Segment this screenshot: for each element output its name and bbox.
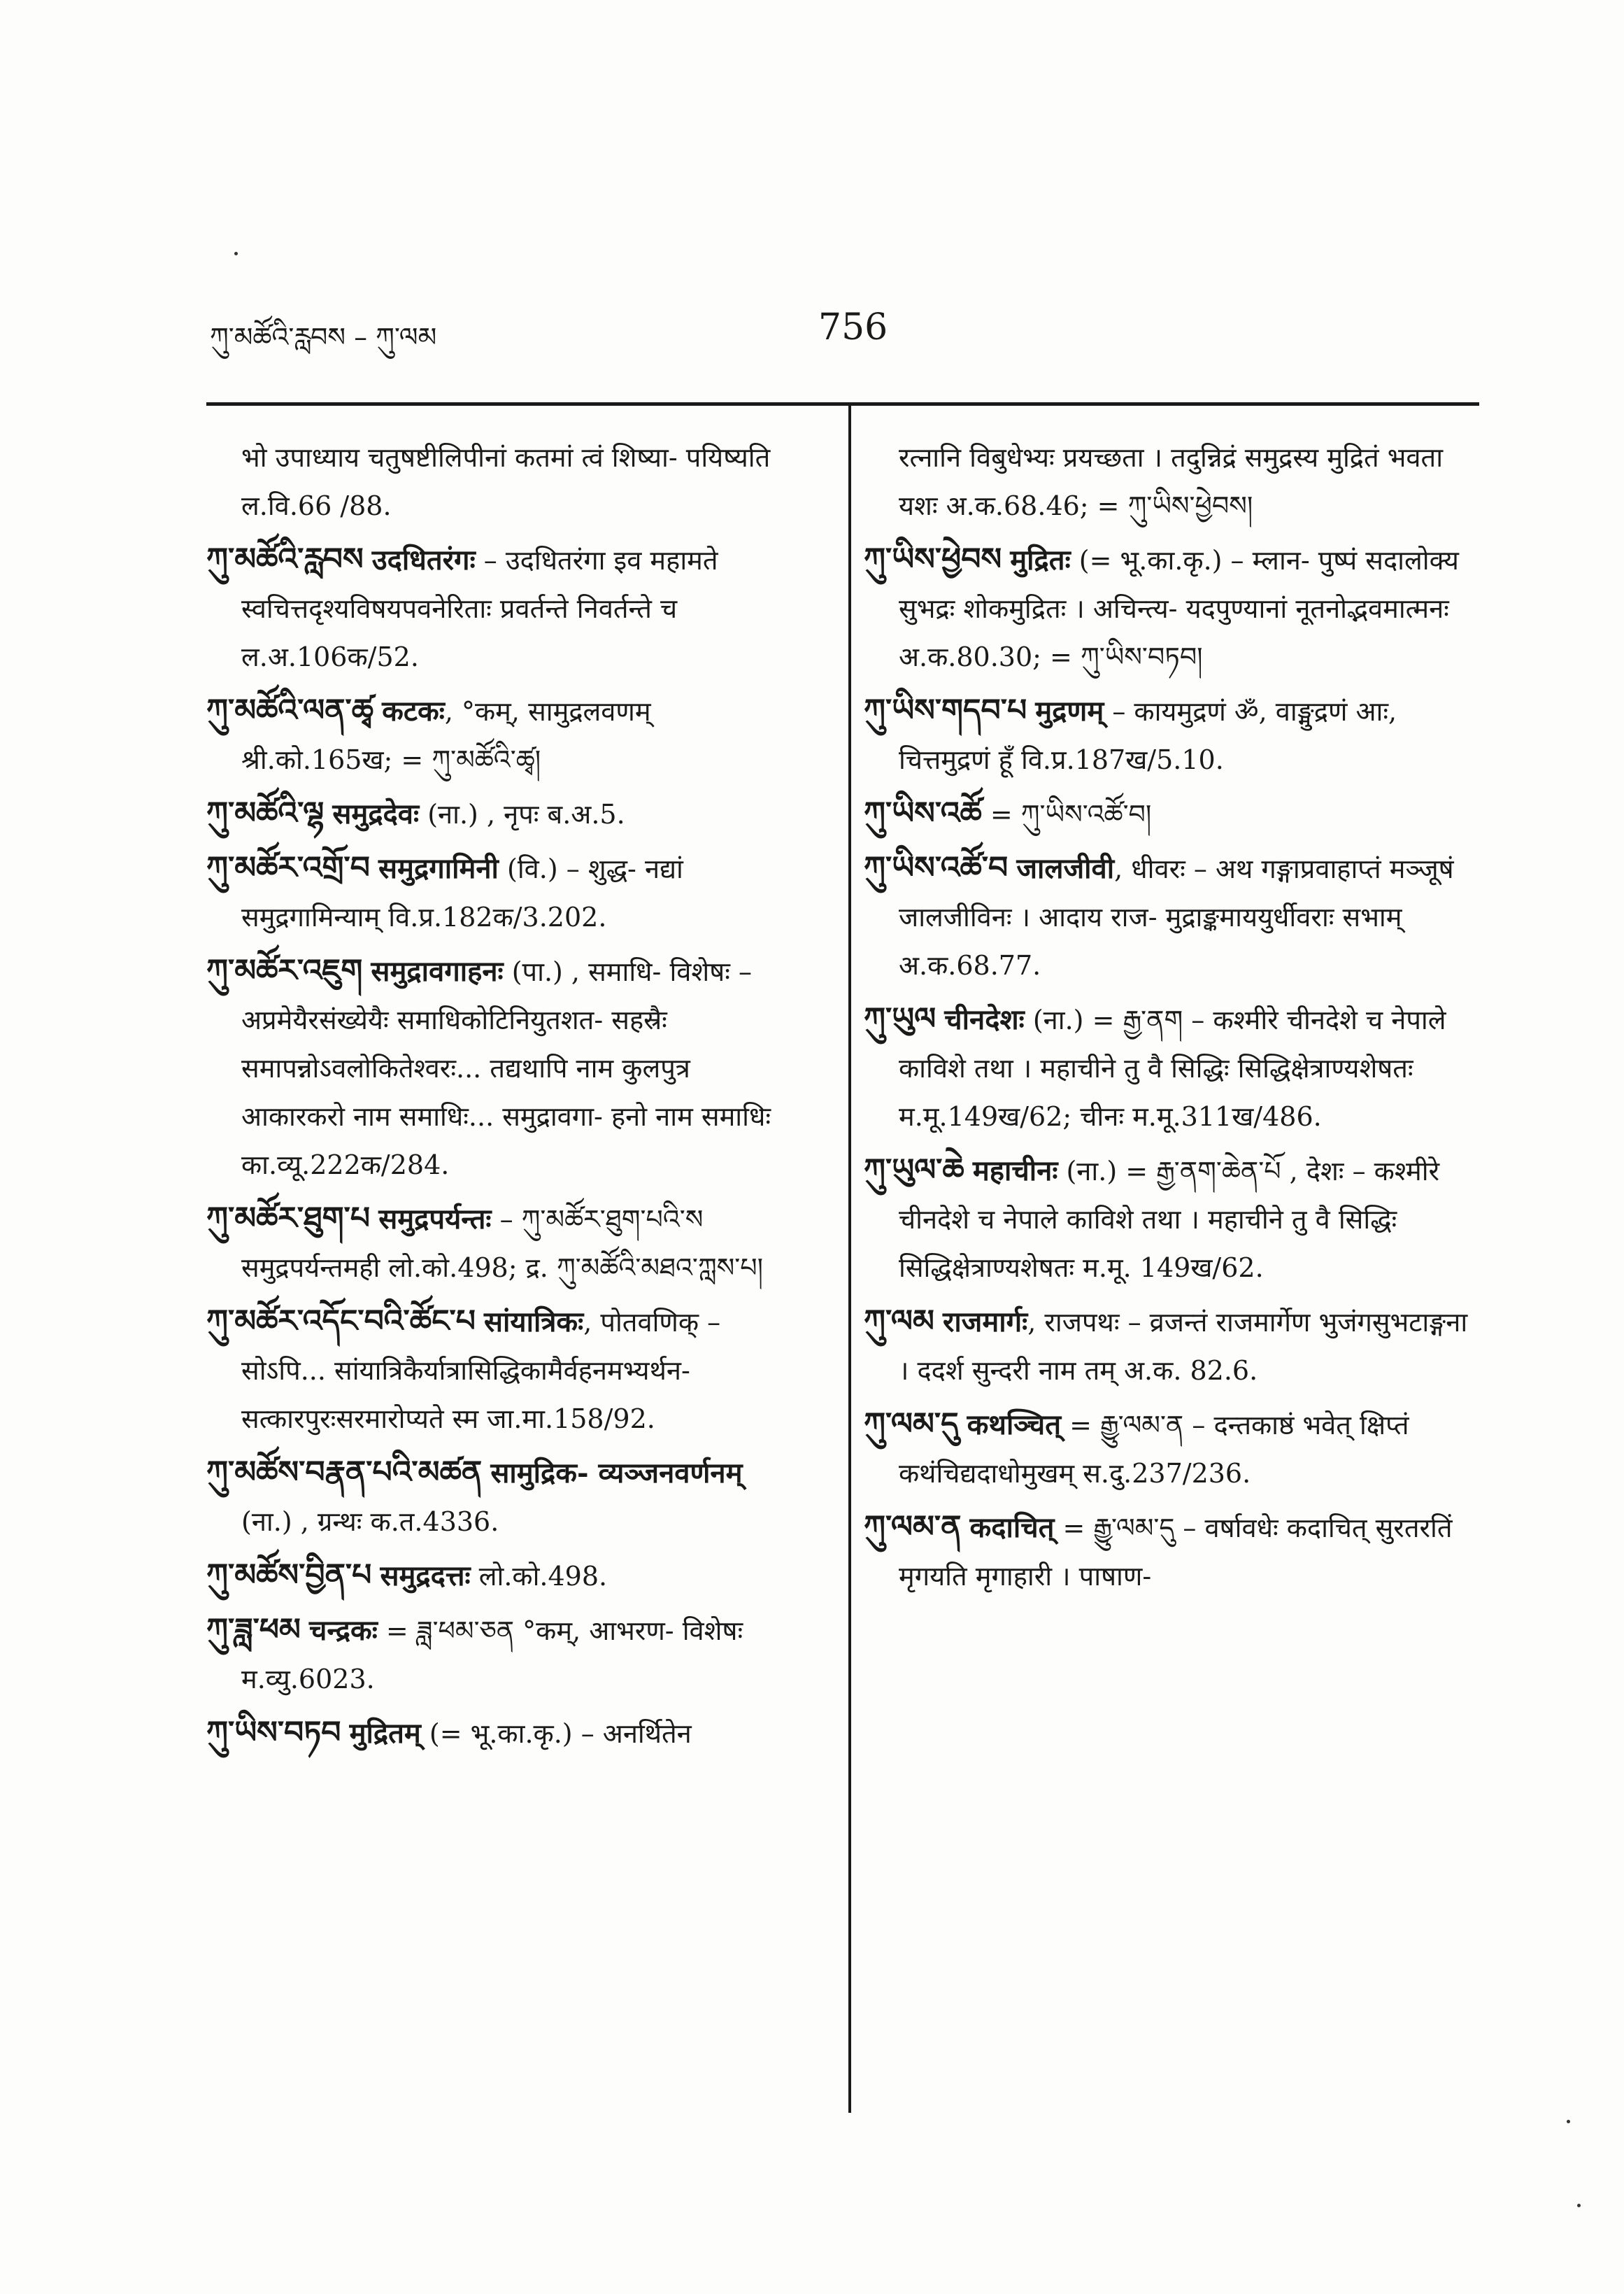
scan-speck xyxy=(1577,2204,1581,2207)
tibetan-headword: ཀུ་ཡུལ xyxy=(864,1001,936,1037)
entry-text: – उदधितरंगा इव महामते स्वचित्तदृश्यविषयपवनेरिताः प्रवर्तन्ते निवर्तन्ते च ल.अ.106क/52. xyxy=(241,545,718,672)
dictionary-entry xyxy=(206,947,801,1189)
dictionary-entry xyxy=(206,1194,801,1292)
tibetan-headword: ཀུ་ཡུལ་ཆེ xyxy=(864,1152,964,1188)
sanskrit-equivalent: समुद्रपर्यन्तः xyxy=(378,1203,492,1235)
dictionary-entry xyxy=(864,686,1472,784)
entry-text: (वि.) – शुद्ध- नद्यां समुद्रगामिन्याम् वि.प्र.182क/3.202. xyxy=(241,854,683,933)
entry-continuation xyxy=(864,434,1472,530)
sanskrit-equivalent: समुद्रदेवः xyxy=(332,798,420,830)
sanskrit-equivalent: कदाचित् xyxy=(969,1511,1055,1544)
dictionary-entry xyxy=(206,789,801,839)
entry-text: = རྒྱུ་ལམ་ན – दन्तकाष्ठं भवेत् क्षिप्तं कथंचिद्यदाधोमुखम् स.दु.237/236. xyxy=(899,1410,1409,1489)
dictionary-entry xyxy=(864,1400,1472,1498)
tibetan-headword: ཀུ་ལམ་ན xyxy=(864,1509,962,1545)
dictionary-entry xyxy=(206,1708,801,1758)
dictionary-entry xyxy=(206,535,801,681)
dictionary-entry xyxy=(206,1448,801,1546)
dictionary-entry xyxy=(864,1297,1472,1395)
dictionary-entry xyxy=(206,1606,801,1704)
entry-text: – कायमुद्रणं ॐ, वाङ्मुद्रणं आः, चित्तमुद्रणं हूँ वि.प्र.187ख/5.10. xyxy=(899,696,1397,775)
dictionary-entry xyxy=(206,1551,801,1601)
tibetan-headword: ཀུ་ཡིས་བཏབ xyxy=(206,1715,341,1750)
entry-text: रत्नानि विबुधेभ्यः प्रयच्छता । तदुन्निद्रं समुद्रस्य मुद्रितं भवता यशः अ.क.68.46; = ཀུ་ཡིས་ཕྱེབས། xyxy=(899,442,1444,521)
header-rule xyxy=(206,402,1479,406)
tibetan-headword: ཀུ་ཡིས་ཕྱེབས xyxy=(864,541,1002,577)
tibetan-headword: ཀུ་མཚོའི་ལྷ xyxy=(206,795,325,831)
entry-continuation xyxy=(206,434,801,530)
sanskrit-equivalent: कथञ्चित् xyxy=(967,1408,1061,1441)
sanskrit-equivalent: चीनदेशः xyxy=(944,1003,1025,1036)
dictionary-entry xyxy=(864,995,1472,1141)
tibetan-headword: ཀུ་ལམ་དུ xyxy=(864,1406,959,1442)
entry-text: – ཀུ་མཚོར་ཐུག་པའི་ས समुद्रपर्यन्तमही लो.को.498; द्र. ཀུ་མཚོའི་མཐའ་ཀླས་པ། xyxy=(241,1204,764,1283)
entry-text: , राजपथः – व्रजन्तं राजमार्गेण भुजंगसुभटाङ्गना । ददर्श सुन्दरी नाम तम् अ.क. 82.6. xyxy=(899,1307,1468,1386)
dictionary-entry xyxy=(864,535,1472,681)
tibetan-headword: ཀུ་མཚོའི་རླབས xyxy=(206,541,364,577)
entry-text: (ना.) , ग्रन्थः क.त.4336. xyxy=(241,1506,499,1537)
entry-text: (= भू.का.कृ.) – अनर्थितेन xyxy=(420,1718,692,1749)
entry-text: , धीवरः – अथ गङ्गाप्रवाहाप्तं मञ्जूषं जालजीविनः । आदाय राज- मुद्राङ्कमाययुर्धीवराः सभाम् अ.क.68.77. xyxy=(899,854,1454,981)
sanskrit-equivalent: उदधितरंगः xyxy=(371,544,476,576)
tibetan-headword: ཀུ་ཡིས་འཚོ xyxy=(864,795,982,831)
dictionary-entry xyxy=(864,844,1472,990)
entry-text: भो उपाध्याय चतुषष्टीलिपीनां कतमां त्वं शिष्या- पयिष्यति ल.वि.66 /88. xyxy=(241,442,771,521)
sanskrit-equivalent: सांयात्रिकः xyxy=(484,1305,584,1338)
dictionary-entry xyxy=(206,844,801,942)
tibetan-headword: ཀུ་མཚོར་འཇུག xyxy=(206,953,363,989)
tibetan-headword: ཀུ་མཚོར་འདོང་བའི་ཚོང་པ xyxy=(206,1303,476,1339)
entry-text: (ना.) = རྒྱ་ནག – कश्मीरे चीनदेशे च नेपाले काविशे तथा । महाचीने तु वै सिद्धिः सिद्धिक्षेत्राण्यशेषतः म.मू.149ख/62; चीनः म.मू.311ख/486. xyxy=(899,1005,1446,1132)
tibetan-headword: ཀུ་ཟླ་ཕམ xyxy=(206,1612,301,1648)
entry-text: लो.को.498. xyxy=(470,1561,608,1592)
entry-text: (= भू.का.कृ.) – म्लान- पुष्पं सदालोक्य सुभद्रः शोकमुद्रितः । अचिन्त्य- यदपुण्यानां नूतनोद्भवमात्मनः अ.क.80.30; = ཀུ་ཡིས་བཏབ། xyxy=(899,545,1459,672)
dictionary-entry xyxy=(864,1503,1472,1601)
sanskrit-equivalent: समुद्रदत्तः xyxy=(380,1559,471,1592)
sanskrit-equivalent: मुद्रणम् xyxy=(1035,695,1104,728)
right-column xyxy=(864,434,1472,1606)
entry-text: = རྒྱུ་ལམ་དུ – वर्षावधेः कदाचित् सुरतरतिं मृगयति मृगाहारी । पाषाण- xyxy=(899,1513,1453,1592)
dictionary-entry xyxy=(864,789,1472,839)
sanskrit-equivalent: जालजीवी xyxy=(1016,852,1115,885)
sanskrit-equivalent: कटकः xyxy=(382,695,445,728)
entry-text: (ना.) = རྒྱ་ནག་ཆེན་པོ , देशः – कश्मीरे चीनदेशे च नेपाले काविशे तथा । महाचीने तु वै सिद्धिः सिद्धिक्षेत्राण्यशेषतः म.मू. 149ख/62. xyxy=(899,1156,1440,1283)
entry-text: = ཟླ་ཕམ་ཅན °कम्, आभरण- विशेषः म.व्यु.6023. xyxy=(241,1615,743,1694)
column-divider xyxy=(848,406,851,2113)
sanskrit-equivalent: समुद्रगामिनी xyxy=(378,852,499,885)
tibetan-headword: ཀུ་མཚོའི་ལན་ཚྭ xyxy=(206,693,374,728)
tibetan-headword: ཀུ་མཚོར་ཐུག་པ xyxy=(206,1201,371,1236)
entry-text: (ना.) , नृपः ब.अ.5. xyxy=(419,799,625,830)
page-number: 756 xyxy=(818,306,888,348)
sanskrit-equivalent: सामुद्रिक- व्यञ्जनवर्णनम् xyxy=(490,1457,743,1489)
scan-speck xyxy=(234,252,238,255)
tibetan-headword: ཀུ་ཡིས་གདབ་པ xyxy=(864,693,1027,728)
scan-speck xyxy=(1567,2120,1570,2123)
running-head: ཀུ་མཚོའི་རླབས – ཀུ་ལམ xyxy=(210,322,437,353)
tibetan-headword: ཀུ་མཚོས་བརྣན་པའི་མཚན xyxy=(206,1454,483,1490)
sanskrit-equivalent: महाचीनः xyxy=(972,1154,1058,1187)
sanskrit-equivalent: मुद्रितम् xyxy=(349,1717,421,1750)
tibetan-headword: ཀུ་མཚོར་འགྲོ་བ xyxy=(206,850,370,886)
left-column xyxy=(206,434,801,1763)
sanskrit-equivalent: मुद्रितः xyxy=(1010,544,1071,576)
entry-text: , °कम्, सामुद्रलवणम् श्री.को.165ख; = ཀུ་མཚོའི་ཚྭ། xyxy=(241,696,651,775)
sanskrit-equivalent: चन्द्रकः xyxy=(309,1614,378,1647)
tibetan-headword: ཀུ་མཚོས་བྱིན་པ xyxy=(206,1557,372,1593)
tibetan-headword: ཀུ་ལམ xyxy=(864,1303,934,1339)
dictionary-entry xyxy=(206,1297,801,1443)
dictionary-entry xyxy=(864,1146,1472,1292)
sanskrit-equivalent: राजमार्गः xyxy=(942,1305,1028,1338)
entry-text: = ཀུ་ཡིས་འཚོ་བ། xyxy=(990,799,1152,830)
entry-text: (पा.) , समाधि- विशेषः – अप्रमेयैरसंख्येयैः समाधिकोटिनियुतशत- सहस्रैः समापन्नोऽवलोकितेश्वरः... तद्यथापि नाम कुलपुत्र आकारकरो नाम समाधिः... समुद्रावगा- हनो नाम समाधिः का.व्यू.222क/284. xyxy=(241,956,771,1180)
entry-text: , पोतवणिक् – सोऽपि... सांयात्रिकैर्यात्रासिद्धिकामैर्वहनमभ्यर्थन- सत्कारपुरःसरमारोप्यते स्म जा.मा.158/92. xyxy=(241,1307,721,1434)
tibetan-headword: ཀུ་ཡིས་འཚོ་བ xyxy=(864,850,1009,886)
sanskrit-equivalent: समुद्रावगाहनः xyxy=(371,955,504,988)
dictionary-entry xyxy=(206,686,801,784)
